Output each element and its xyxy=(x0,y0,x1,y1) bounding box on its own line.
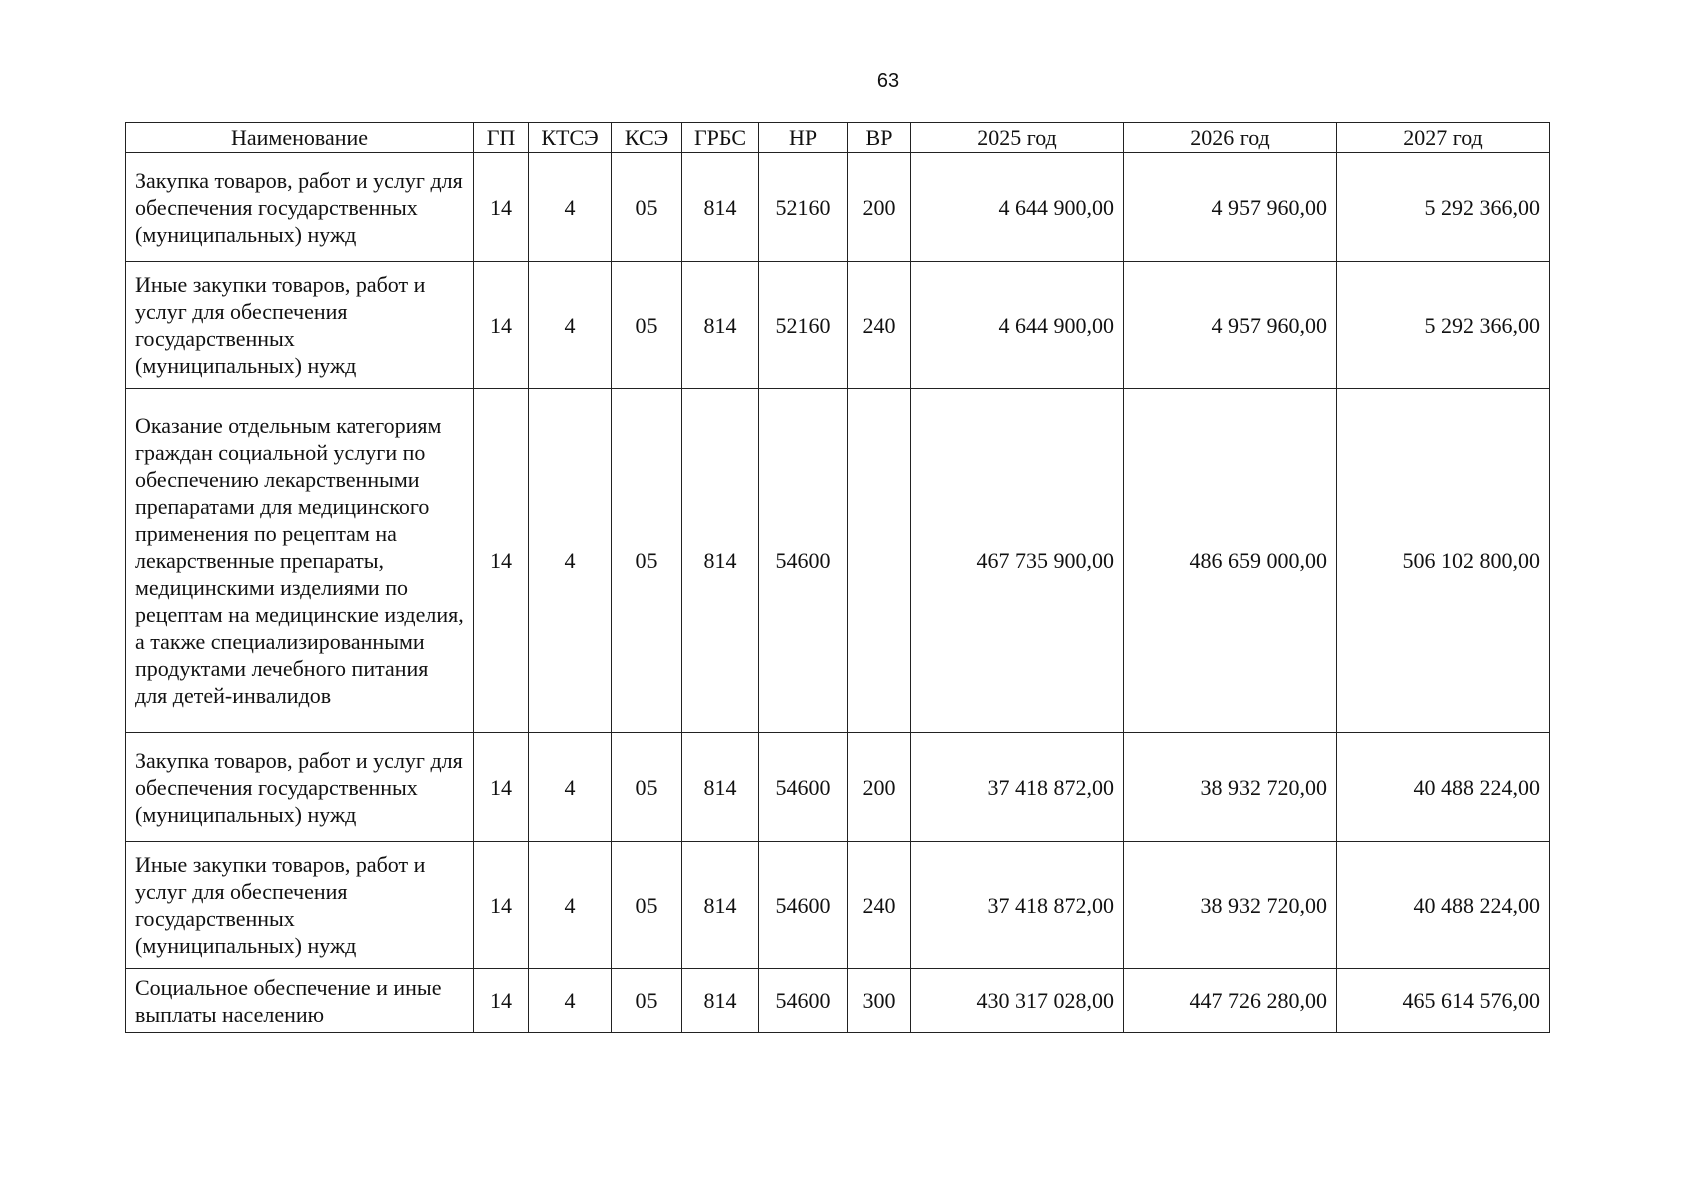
table-row xyxy=(126,262,1550,389)
cell-nr: 52160 xyxy=(759,262,848,389)
cell-gp: 14 xyxy=(474,969,529,1033)
header-ktse: КТСЭ xyxy=(529,123,612,153)
cell-kse: 05 xyxy=(612,153,682,262)
header-2027: 2027 год xyxy=(1337,123,1550,153)
header-kse: КСЭ xyxy=(612,123,682,153)
cell-2027: 40 488 224,00 xyxy=(1337,842,1550,969)
cell-ktse: 4 xyxy=(529,262,612,389)
cell-2025: 37 418 872,00 xyxy=(911,842,1124,969)
header-nr: НР xyxy=(759,123,848,153)
cell-ktse: 4 xyxy=(529,153,612,262)
cell-name: Социальное обеспечение и иные выплаты населению xyxy=(126,969,474,1033)
cell-2026: 38 932 720,00 xyxy=(1124,733,1337,842)
cell-kse: 05 xyxy=(612,733,682,842)
cell-grbs: 814 xyxy=(682,389,759,733)
cell-2026: 4 957 960,00 xyxy=(1124,262,1337,389)
cell-grbs: 814 xyxy=(682,262,759,389)
cell-name: Иные закупки товаров, работ и услуг для обеспечения государственных (муниципальных) нужд xyxy=(126,842,474,969)
cell-kse: 05 xyxy=(612,969,682,1033)
cell-2026: 447 726 280,00 xyxy=(1124,969,1337,1033)
cell-ktse: 4 xyxy=(529,969,612,1033)
cell-nr: 54600 xyxy=(759,733,848,842)
cell-nr: 52160 xyxy=(759,153,848,262)
cell-2026: 486 659 000,00 xyxy=(1124,389,1337,733)
cell-kse: 05 xyxy=(612,389,682,733)
cell-2025: 37 418 872,00 xyxy=(911,733,1124,842)
budget-table xyxy=(125,122,1550,1033)
cell-grbs: 814 xyxy=(682,842,759,969)
cell-ktse: 4 xyxy=(529,389,612,733)
cell-grbs: 814 xyxy=(682,733,759,842)
cell-name: Оказание отдельным категориям граждан социальной услуги по обеспечению лекарственными препаратами для медицинского применения по рецептам на лекарственные препараты, медицинскими изделиями по рецептам на медицинские изделия, а также специализированными продуктами лечебного питания для детей-инвалидов xyxy=(126,389,474,733)
cell-gp: 14 xyxy=(474,262,529,389)
header-row xyxy=(126,123,1550,153)
cell-vr: 200 xyxy=(848,153,911,262)
cell-nr: 54600 xyxy=(759,842,848,969)
cell-name: Иные закупки товаров, работ и услуг для обеспечения государственных (муниципальных) нужд xyxy=(126,262,474,389)
cell-2025: 467 735 900,00 xyxy=(911,389,1124,733)
table-row xyxy=(126,842,1550,969)
cell-2027: 5 292 366,00 xyxy=(1337,153,1550,262)
cell-nr: 54600 xyxy=(759,969,848,1033)
cell-grbs: 814 xyxy=(682,153,759,262)
cell-2026: 4 957 960,00 xyxy=(1124,153,1337,262)
header-gp: ГП xyxy=(474,123,529,153)
cell-ktse: 4 xyxy=(529,733,612,842)
cell-2026: 38 932 720,00 xyxy=(1124,842,1337,969)
cell-vr: 300 xyxy=(848,969,911,1033)
cell-ktse: 4 xyxy=(529,842,612,969)
cell-gp: 14 xyxy=(474,389,529,733)
cell-2027: 506 102 800,00 xyxy=(1337,389,1550,733)
table-row xyxy=(126,153,1550,262)
cell-gp: 14 xyxy=(474,842,529,969)
header-name: Наименование xyxy=(126,123,474,153)
cell-2025: 4 644 900,00 xyxy=(911,153,1124,262)
header-grbs: ГРБС xyxy=(682,123,759,153)
cell-vr: 200 xyxy=(848,733,911,842)
cell-gp: 14 xyxy=(474,733,529,842)
cell-name: Закупка товаров, работ и услуг для обеспечения государственных (муниципальных) нужд xyxy=(126,153,474,262)
header-vr: ВР xyxy=(848,123,911,153)
table-row xyxy=(126,733,1550,842)
cell-vr: 240 xyxy=(848,262,911,389)
cell-name: Закупка товаров, работ и услуг для обеспечения государственных (муниципальных) нужд xyxy=(126,733,474,842)
header-2025: 2025 год xyxy=(911,123,1124,153)
cell-2025: 4 644 900,00 xyxy=(911,262,1124,389)
cell-vr: 240 xyxy=(848,842,911,969)
cell-2025: 430 317 028,00 xyxy=(911,969,1124,1033)
cell-kse: 05 xyxy=(612,842,682,969)
cell-grbs: 814 xyxy=(682,969,759,1033)
cell-nr: 54600 xyxy=(759,389,848,733)
cell-2027: 40 488 224,00 xyxy=(1337,733,1550,842)
table-row xyxy=(126,389,1550,733)
cell-vr xyxy=(848,389,911,733)
page-number: 63 xyxy=(876,70,900,92)
cell-2027: 5 292 366,00 xyxy=(1337,262,1550,389)
cell-kse: 05 xyxy=(612,262,682,389)
header-2026: 2026 год xyxy=(1124,123,1337,153)
cell-2027: 465 614 576,00 xyxy=(1337,969,1550,1033)
cell-gp: 14 xyxy=(474,153,529,262)
table-row xyxy=(126,969,1550,1033)
